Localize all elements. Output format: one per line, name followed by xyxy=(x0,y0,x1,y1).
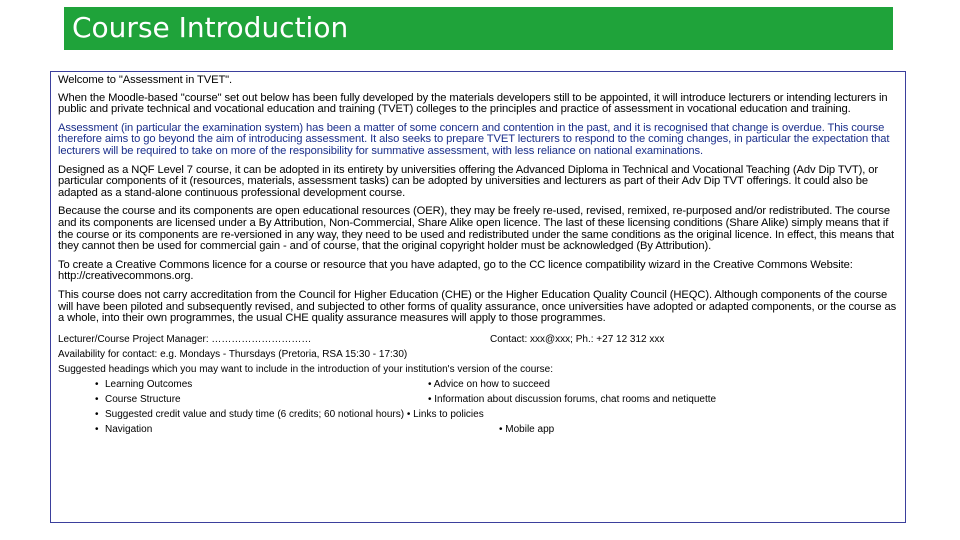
manager-text: Lecturer/Course Project Manager: ………………………… xyxy=(58,333,312,345)
paragraph-design: Designed as a NQF Level 7 course, it can be adopted in its entirety by universities offering the Advanced Diploma in Technical and Vocational Teaching (Adv Dip TVT), or particular components of it (resources, materials, assessment tasks) can be adopted by universities and lecturers as part of their Adv Dip TVT offerings. It could also be adapted as a stand-alone continuous professional development course. xyxy=(58,163,879,199)
bullet-icon: • xyxy=(95,378,99,390)
list-item: • Course Structure • Information about discussion forums, chat rooms and netiquette xyxy=(95,393,717,405)
paragraph-assessment: Assessment (in particular the examination system) has been a matter of some concern and contention in the past, and it is recognised that change is overdue. This course therefore aims to go beyond the aim of introducing assessment. It also seeks to prepare TVET lecturers to respond to the coming changes, in particular the expectation that lecturers will be required to take on more of the responsibility for summative assessment, with less reliance on national examinations. xyxy=(58,121,890,157)
list-item: • Navigation • Mobile app xyxy=(95,423,555,435)
availability-text: Availability for contact: e.g. Mondays - Thursdays (Pretoria, RSA 15:30 - 17:30) xyxy=(58,348,408,360)
suggested-text: Suggested headings which you may want to include in the introduction of your institution's version of the course: xyxy=(58,363,553,375)
contact-block xyxy=(58,332,899,377)
paragraph-oer: Because the course and its components are open educational resources (OER), they may be freely re-used, revised, remixed, re-purposed and/or redistributed. The course and its components are licensed under a By Attribution, Non-Commercial, Share Alike open licence. The last of these licensing conditions (Share Alike) simply means that if the course or its components are re-versioned in any way, they need to be used and redistributed under the same conditions as the original licence. In effect, this means that they cannot then be used for commercial gain - and of course, that the original copyright holder must be acknowledged (By Attribution). xyxy=(58,205,895,253)
welcome-text: Welcome to "Assessment in TVET". xyxy=(58,74,233,86)
page-title: Course Introduction xyxy=(72,11,349,44)
contact-text: Contact: xxx@xxx; Ph.: +27 12 312 xxx xyxy=(490,333,665,345)
paragraph-accreditation: This course does not carry accreditation from the Council for Higher Education (CHE) or the Higher Education Quality Council (HEQC). Although components of the course will have been piloted and subsequently revised, and subjected to other forms of quality assurance, once universities have adopted or adapted components, or the course as a whole, into their own programmes, the usual CHE quality assurance measures will apply to those programmes. xyxy=(58,288,897,325)
suggested-headings-list xyxy=(58,377,899,437)
bullet-icon: • xyxy=(95,408,99,420)
bullet-icon: • xyxy=(95,393,99,405)
bullet-icon: • xyxy=(95,423,99,435)
list-item: • Learning Outcomes • Advice on how to succeed xyxy=(95,378,550,390)
title-bar xyxy=(64,7,893,50)
content-box xyxy=(50,71,906,523)
paragraph-intro: When the Moodle-based "course" set out below has been fully developed by the materials developers still to be appointed, it will introduce lecturers or intending lecturers in public and private technical and vocational education and training (TVET) colleges to the principles and practice of assessment in vocational education and training. xyxy=(58,91,888,116)
paragraph-cc: To create a Creative Commons licence for a course or resource that you have adapted, go to the CC licence compatibility wizard in the Creative Commons Website: http://creativecommons.org. xyxy=(58,258,853,283)
list-item: • Suggested credit value and study time (6 credits; 60 notional hours) • Links to policies xyxy=(95,408,484,420)
